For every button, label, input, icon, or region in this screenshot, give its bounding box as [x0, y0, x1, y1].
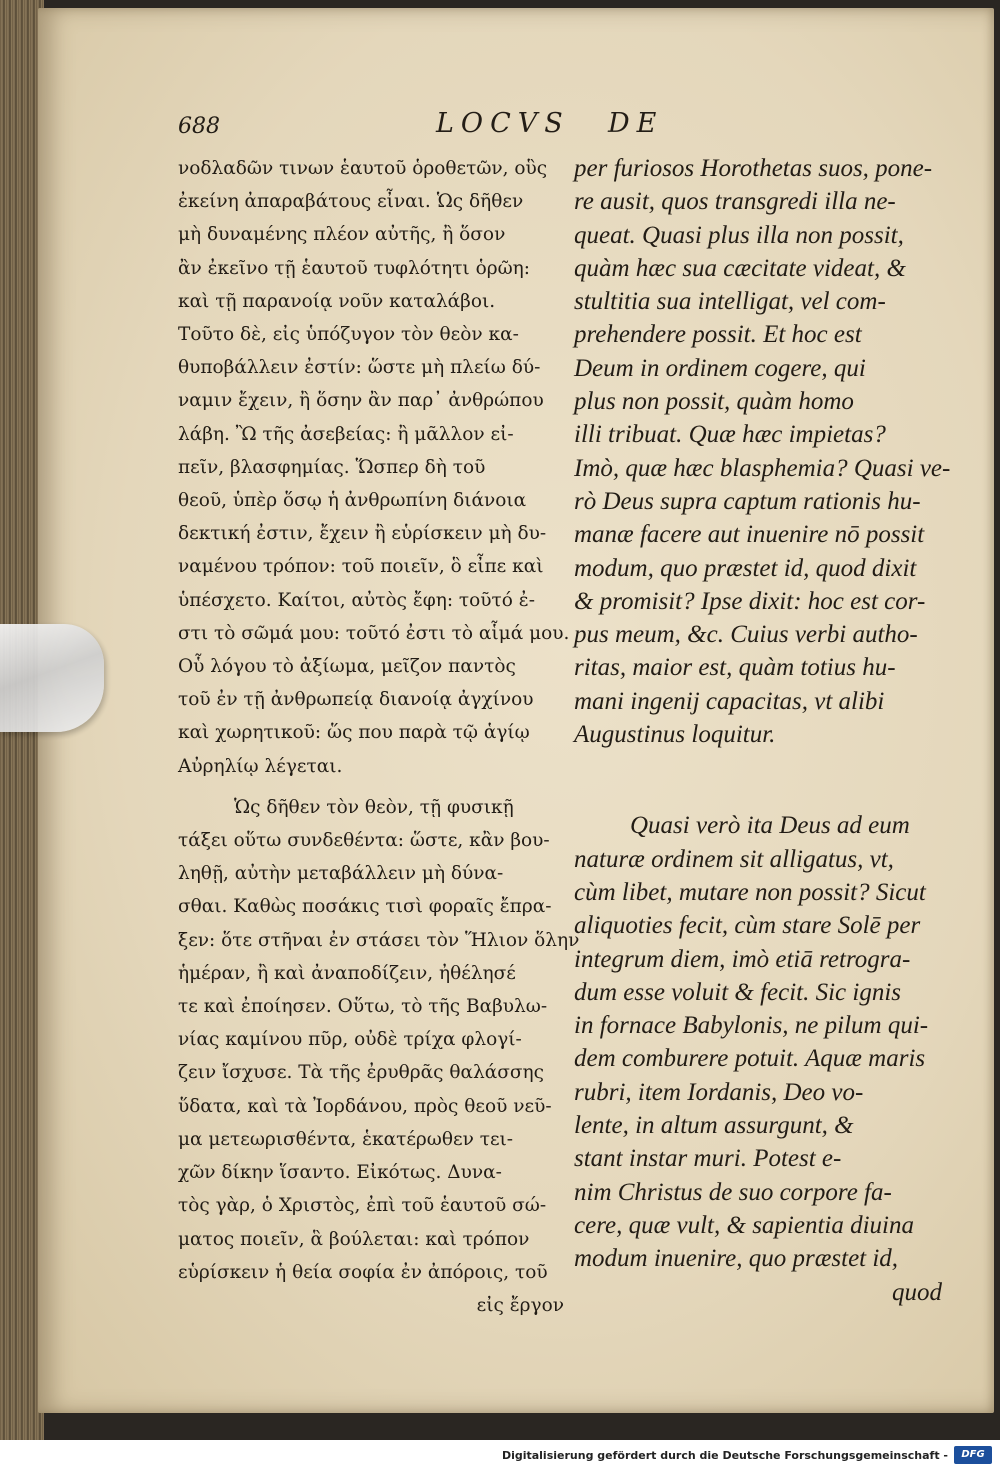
greek-text-line: σθαι. Καθὼς ποσάκις τισὶ φοραῖς ἔπρα-: [178, 896, 552, 918]
latin-text-line: nim Christus de suo corpore fa-: [574, 1178, 892, 1206]
running-head-word-1: LOCVS: [436, 108, 570, 139]
latin-text-line: plus non possit, quàm homo: [574, 388, 854, 416]
latin-text-line: & promisit? Ipse dixit: hoc est cor-: [574, 587, 926, 615]
latin-text-line: ritas, maior est, quàm totius hu-: [574, 654, 896, 682]
latin-text-line: rubri, item Iordanis, Deo vo-: [574, 1078, 864, 1106]
footer-bar: [0, 1440, 1000, 1473]
latin-text-line: manæ facere aut inuenire nō possit: [574, 521, 925, 549]
page-clip: [0, 624, 104, 732]
greek-text-line: καὶ τῇ παρανοίᾳ νοῦν καταλάβοι.: [178, 290, 496, 312]
latin-text-line: illi tribuat. Quæ hæc impietas?: [574, 421, 886, 449]
greek-text-line: νοδλαδῶν τινων ἑαυτοῦ ὁροθετῶν, οὓς: [178, 158, 548, 179]
greek-text-line: μὴ δυναμένης πλέον αὐτῆς, ἢ ὅσον: [178, 224, 506, 246]
latin-text-line: Deum in ordinem cogere, qui: [574, 354, 866, 382]
latin-text-line: Imò, quæ hæc blasphemia? Quasi ve-: [574, 454, 951, 482]
latin-text-line: stant instar muri. Potest e-: [574, 1145, 842, 1173]
greek-text-line: ναμιν ἔχειν, ἢ ὅσην ἂν παρ᾽ ἀνθρώπου: [178, 390, 544, 412]
latin-text-line: quod: [892, 1278, 942, 1306]
greek-text-line: ληθῇ, αὐτὴν μεταβάλλειν μὴ δύνα-: [178, 863, 504, 885]
greek-text-line: Οὗ λόγου τὸ ἀξίωμα, μεῖζον παντὸς: [178, 656, 516, 678]
greek-text-line: ναμένου τρόπον: τοῦ ποιεῖν, ὃ εἶπε καὶ: [178, 556, 544, 578]
greek-text-line: τοῦ ἐν τῇ ἀνθρωπείᾳ διανοίᾳ ἀγχίνου: [178, 689, 534, 711]
latin-text-line: queat. Quasi plus illa non possit,: [574, 221, 904, 249]
greek-text-line: ἡμέραν, ἢ καὶ ἀναποδίζειν, ἠθέλησέ: [178, 962, 516, 984]
latin-text-line: lente, in altum assurgunt, &: [574, 1112, 854, 1140]
latin-text-line: in fornace Babylonis, ne pilum qui-: [574, 1012, 929, 1040]
latin-text-line: dum esse voluit & fecit. Sic ignis: [574, 978, 902, 1006]
greek-text-line: εἰς ἔργον: [476, 1294, 564, 1316]
dfg-logo-icon: DFG: [954, 1446, 992, 1464]
greek-text-line: καὶ χωρητικοῦ: ὥς που παρὰ τῷ ἁγίῳ: [178, 722, 530, 744]
latin-text-line: cere, quæ vult, & sapientia diuina: [574, 1211, 915, 1239]
greek-text-line: τε καὶ ἐποίησεν. Οὕτω, τὸ τῆς Βαβυλω-: [178, 996, 548, 1018]
greek-text-line: ζειν ἴσχυσε. Τὰ τῆς ἐρυθρᾶς θαλάσσης: [178, 1062, 544, 1084]
latin-text-line: integrum diem, imò etiā retrogra-: [574, 945, 911, 973]
greek-text-line: Αὐρηλίῳ λέγεται.: [178, 755, 343, 777]
latin-text-line: re ausit, quos transgredi illa ne-: [574, 188, 896, 216]
latin-text-line: Augustinus loquitur.: [574, 721, 776, 749]
greek-text-line: ὑπέσχετο. Καίτοι, αὐτὸς ἔφη: τοῦτό ἐ-: [178, 589, 535, 611]
greek-text-line: ἂν ἐκεῖνο τῇ ἑαυτοῦ τυφλότητι ὁρῶη:: [178, 257, 530, 279]
greek-text-line: χῶν δίκην ἵσαντο. Εἰκότως. Δυνα-: [178, 1162, 502, 1184]
latin-text-line: prehendere possit. Et hoc est: [574, 321, 862, 349]
greek-text-line: λάβη. Ὢ τῆς ἀσεβείας: ἢ μᾶλλον εἰ-: [178, 423, 514, 445]
latin-text-line: dem comburere potuit. Aquæ maris: [574, 1045, 926, 1073]
funding-credit: Digitalisierung gefördert durch die Deutsche Forschungsgemeinschaft -: [501, 1449, 948, 1462]
greek-text-line: τάξει οὕτω συνδεθέντα: ὥστε, κἂν βου-: [178, 830, 550, 852]
greek-text-line: ξεν: ὅτε στῆναι ἐν στάσει τὸν Ἥλιον ὅλην: [178, 929, 580, 951]
greek-text-line: στι τὸ σῶμά μου: τοῦτό ἐστι τὸ αἷμά μου.: [178, 622, 570, 644]
greek-text-line: θεοῦ, ὑπὲρ ὅσῳ ἡ ἀνθρωπίνη διάνοια: [178, 490, 527, 512]
paragraph-gap: [178, 783, 564, 791]
greek-text-line: πεῖν, βλασφημίας. Ὥσπερ δὴ τοῦ: [178, 456, 486, 478]
latin-text-line: naturæ ordinem sit alligatus, vt,: [574, 845, 894, 873]
page-number: 688: [178, 114, 220, 139]
greek-text-line: Τοῦτο δὲ, εἰς ὑπόζυγον τὸν θεὸν κα-: [178, 324, 519, 346]
running-head-word-2: DE: [608, 108, 664, 139]
greek-text-line: μα μετεωρισθέντα, ἑκατέρωθεν τει-: [178, 1128, 514, 1150]
latin-text-line: rò Deus supra captum rationis hu-: [574, 487, 921, 515]
latin-text-line: pus meum, &c. Cuius verbi autho-: [574, 621, 918, 649]
latin-text-line: Quasi verò ita Deus ad eum: [630, 812, 910, 840]
latin-text-column: [574, 152, 951, 1309]
greek-text-line: ἐκείνη ἀπαραβάτους εἶναι. Ὡς δῆθεν: [178, 191, 524, 213]
greek-text-line: ματος ποιεῖν, ἃ βούλεται: καὶ τρόπον: [178, 1228, 530, 1250]
paragraph-gap: [574, 751, 942, 809]
greek-text-line: ὕδατα, καὶ τὰ Ἰορδάνου, πρὸς θεοῦ νεῦ-: [178, 1095, 552, 1117]
latin-text-line: aliquoties fecit, cùm stare Solē per: [574, 912, 921, 940]
greek-text-line: θυποβάλλειν ἐστίν: ὥστε μὴ πλείω δύ-: [178, 357, 541, 379]
latin-text-line: per furiosos Horothetas suos, pone-: [574, 155, 933, 182]
greek-text-line: νίας καμίνου πῦρ, οὐδὲ τρίχα φλογί-: [178, 1029, 522, 1051]
latin-text-line: quàm hæc sua cæcitate videat, &: [574, 254, 906, 282]
greek-text-line: δεκτική ἐστιν, ἔχειν ἢ εὑρίσκειν μὴ δυ-: [178, 523, 547, 545]
latin-text-line: stultitia sua intelligat, vel com-: [574, 288, 886, 316]
running-head: [178, 108, 678, 148]
latin-text-line: modum, quo præstet id, quod dixit: [574, 554, 917, 582]
greek-text-column: [178, 152, 580, 1322]
latin-text-line: modum inuenire, quo præstet id,: [574, 1245, 899, 1273]
latin-text-line: cùm libet, mutare non possit? Sicut: [574, 878, 926, 906]
latin-text-line: mani ingenij capacitas, vt alibi: [574, 687, 885, 715]
greek-text-line: Ὡς δῆθεν τὸν θεὸν, τῇ φυσικῇ: [234, 796, 514, 818]
greek-text-line: τὸς γὰρ, ὁ Χριστὸς, ἐπὶ τοῦ ἑαυτοῦ σώ-: [178, 1195, 547, 1217]
greek-text-line: εὑρίσκειν ἡ θεία σοφία ἐν ἀπόροις, τοῦ: [178, 1261, 548, 1283]
